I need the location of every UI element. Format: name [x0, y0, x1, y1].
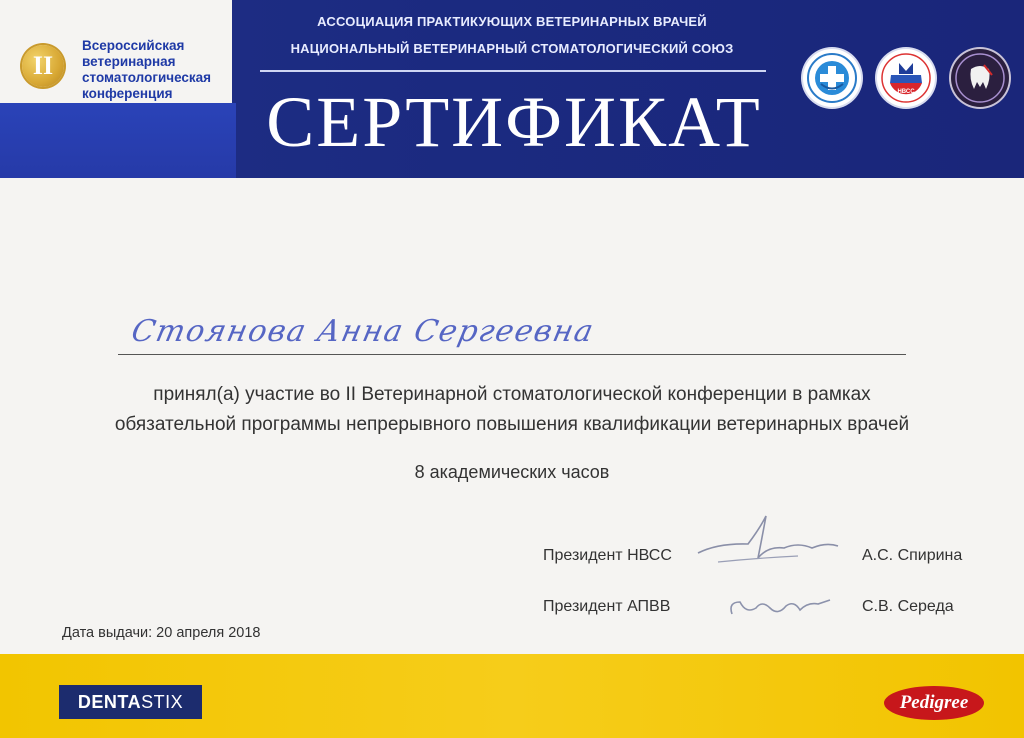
- issue-date: Дата выдачи: 20 апреля 2018: [62, 625, 261, 641]
- signature-spirina-icon: [688, 508, 858, 578]
- union-name: НАЦИОНАЛЬНЫЙ ВЕТЕРИНАРНЫЙ СТОМАТОЛОГИЧЕСКИЙ СОЮЗ: [290, 41, 734, 56]
- conference-title-line: конференция: [82, 86, 173, 101]
- participation-text-line-2: обязательной программы непрерывного повышения квалификации ветеринарных врачей: [114, 414, 910, 435]
- dentastix-logo: [59, 685, 202, 719]
- pedigree-logo-text: Pedigree: [899, 692, 969, 713]
- nvss-emblem-icon: [877, 49, 935, 107]
- conference-logo-icon: II: [22, 45, 64, 87]
- signatory-name: С.В. Середа: [862, 598, 954, 615]
- participation-text-line-1: принял(а) участие во II Ветеринарной стоматологической конференции в рамках: [153, 384, 871, 405]
- signatory-name: А.С. Спирина: [862, 547, 963, 564]
- header-left-strip: [0, 103, 236, 178]
- dentastix-logo-bold: DENTA: [77, 692, 142, 712]
- academic-hours: 8 академических часов: [414, 462, 610, 482]
- nvss-badge-text: НВСС: [897, 89, 915, 95]
- conference-title-line: ветеринарная: [82, 54, 176, 69]
- apvv-emblem-icon: [803, 49, 861, 107]
- tooth-emblem-icon: [951, 49, 1009, 107]
- recipient-name-handwritten: Стоянова Анна Сергеевна: [128, 314, 598, 349]
- conference-title-line: Всероссийская: [82, 38, 185, 53]
- conference-title-line: стоматологическая: [82, 70, 212, 85]
- dentastix-logo-thin: STIX: [141, 692, 184, 712]
- signatory-role: Президент АПВВ: [543, 598, 671, 615]
- header-divider: [260, 70, 766, 72]
- association-name: АССОЦИАЦИЯ ПРАКТИКУЮЩИХ ВЕТЕРИНАРНЫХ ВРАЧЕЙ: [317, 14, 707, 29]
- certificate-title: СЕРТИФИКАТ: [266, 82, 762, 162]
- conference-title: [82, 38, 232, 102]
- signature-sereda-icon: [726, 588, 836, 628]
- signatory-role: Президент НВСС: [543, 547, 672, 564]
- pedigree-logo: [884, 676, 984, 728]
- recipient-name-line: [118, 354, 906, 355]
